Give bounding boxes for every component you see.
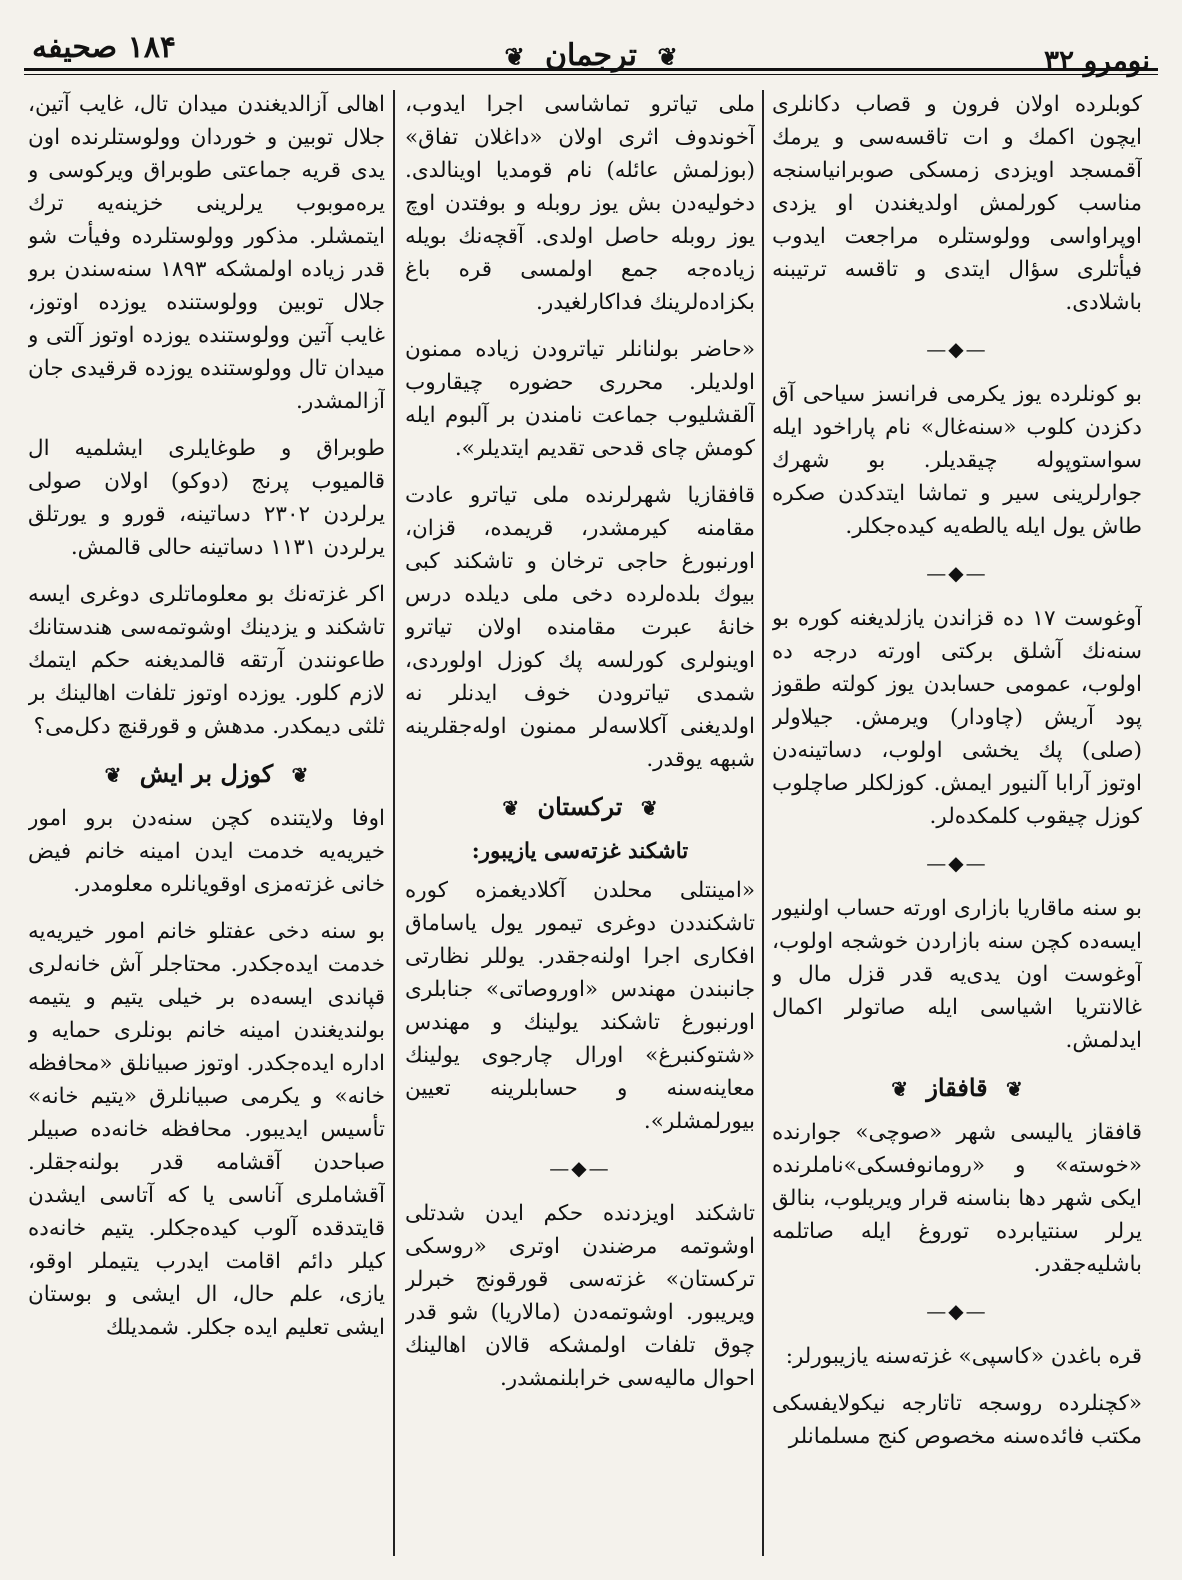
ornament-icon: ❦ [657, 42, 678, 71]
column-divider [762, 90, 764, 1556]
ornament-icon: ❦ [291, 763, 309, 787]
article-paragraph: اوفا ولایتنده کچن سنه‌دن برو امور خیریه‌یه خدمت ایدن امینه خانم فیض خانی غزته‌مزی اوقویانلره معلومدر. [28, 806, 385, 897]
subheading: تاشکند غزته‌سی یازیبور: [471, 839, 689, 864]
section-heading-turkestan [405, 790, 755, 825]
ornament-icon: ❦ [640, 796, 658, 820]
heading-text: کوزل بر ایش [139, 759, 274, 788]
heading-text: قافقاز [926, 1073, 988, 1102]
article-paragraph: اکر غزته‌نك بو معلوماتلری دوغری ایسه تاشکند و یزدینك اوشوتمه‌سی هندستانك طاعونندن آرتقه قالمدیغنه حکم ایتمك لازم کلور. یوزده اوتوز تلفات اهالینك بر ثلثی دیمکدر. مدهش و قورقنچ دکل‌می؟ [28, 582, 385, 739]
article-paragraph: «امینتلی محلدن آکلادیغمزه کوره تاشکنددن دوغری تیمور یول یاساماق افکاری اجرا اولنه‌جقدر. یوللر نظارتی جانبندن مهندس «اوروصاتی» جنابلری اورنبورغ تاشکند یولینك و مهندس «شتوکنبرغ» اورال چارجوی یولینك معاینه‌سنه و حسابلرینه تعیین بیورلمشلر». [405, 878, 755, 1134]
section-separator: —◆— [926, 1299, 988, 1323]
section-separator: —◆— [926, 851, 988, 875]
ornament-icon: ❦ [1006, 1077, 1023, 1101]
article-paragraph: کوبلرده اولان فرون و قصاب دکانلری ایچون اکمك و ات تاقسه‌سی و یرمك آقمسجد اویزدی زمسکی صوبرانیاسنجه مناسب کورلمش اولدیغندن او یزدی اوپراواسی وولوستلره مراجعت ایدوب فیأتلری سؤال ایتدی و تاقسه ترتیبنه باشلادی. [772, 92, 1142, 315]
issue-number: نومرو ۳۲ [1043, 44, 1150, 77]
ornament-icon: ❦ [104, 763, 122, 787]
column-divider [393, 90, 395, 1556]
ornament-icon: ❦ [891, 1077, 908, 1101]
article-paragraph: قافقاز یالیسی شهر «صوچی» جوارنده «خوسته» و «رومانوفسکی»ناملرنده ایکی شهر دها بناسنه قرار ویریلوب، بنالق یرلر سنتیابرده توروغ ایله صاتلمه باشلیه‌جقدر. [772, 1120, 1142, 1277]
header-rule [24, 68, 1158, 71]
column-middle [405, 88, 755, 1556]
column-left [28, 88, 385, 1556]
article-paragraph: بو سنه دخی عفتلو خانم امور خیریه‌یه خدمت ایده‌جکدر. محتاجلر آش خانه‌لری قپاندی ایسه‌ده بر خیلی یتیم و یتیمه بولندیغندن امینه خانم بونلری حمایه و اداره ایده‌جکدر. اوتوز صبیانلق «محافظه خانه» و یکرمی صبیانلرق «یتیم خانه» تأسیس ایدیبور. محافظه خانه‌ده صبیلر صباحدن آقشامه قدر بولنه‌جقلر. آقشاملری آناسی یا که آتاسی ایشدن قایتدقده آلوب کیده‌جکلر. یتیم خانه‌ده کیلر دائم اقامت ایدرب یتیملر اوقو، یازی، علم حال، ال ایشی و بوستان ایشی تعلیم ایده جکلر. شمدیلك [28, 919, 385, 1340]
section-separator: —◆— [926, 337, 988, 361]
page-number: ۱۸۴ صحیفه [32, 30, 176, 65]
section-heading-charity [28, 757, 385, 792]
article-paragraph: قره باغدن «کاسپی» غزته‌سنه یازیبورلر: [785, 1344, 1142, 1369]
article-paragraph: بو سنه ماقاریا بازاری اورته حساب اولنیور ایسه‌ده کچن سنه بازاردن خوشجه اولوب، آوغوست اون یدی‌یه قدر قزل مال و غالانتریا اشیاسی ایله صاتولر اکمال ایدلمش. [772, 896, 1142, 1053]
article-paragraph: تاشکند اویزدنده حکم ایدن شدتلی اوشوتمه مرضندن اوتری «روسکی ترکستان» غزته‌سی قورقونج خبرلر ویریبور. اوشوتمه‌دن (مالاریا) شو قدر چوق تلفات اولمشکه قالان اهالینك احوال مالیه‌سی خرابلنمشدر. [405, 1201, 755, 1391]
page-header [24, 14, 1158, 77]
article-paragraph: اهالی آزالدیغندن میدان تال، غایب آتین، جلال توبین و خوردان وولوستلرنده اون یدی قریه جماعتی طوبراق ویرکوسی و یره‌موبوب یرلرینی خزینه‌یه ترك ایتمشلر. مذکور وولوستلرده وفیأت شو قدر زیاده اولمشکه ۱۸۹۳ سنه‌سندن برو جلال توبین وولوستنده یوزده اوتوز، غایب آتین وولوستنده یوزده اوتوز آلتی و میدان تال وولوستنده یوزده قرقیدی جان آزالمشدر. [28, 92, 385, 414]
article-paragraph: ملی تیاترو تماشاسی اجرا ایدوب، آخوندوف اثری اولان «داغلان تفاق» (بوزلمش عائله) نام قومدیا اوینالدی. دخولیه‌دن بش یوز روبله و بوفتدن اوچ یوز روبله حاصل اولدی. آقچه‌نك بویله زیاده‌جه جمع اولمسی قره باغ بکزاده‌لرینك فداکارلغیدر. [405, 92, 755, 315]
article-paragraph: «کچنلرده روسجه تاتارجه نیکولایفسکی مکتب فائده‌سنه مخصوص کنج مسلمانلر [772, 1391, 1142, 1449]
heading-text: ترکستان [537, 792, 623, 821]
ornament-icon: ❦ [504, 42, 525, 71]
article-paragraph: قافقازیا شهرلرنده ملی تیاترو عادت مقامنه کیرمشدر، قریمده، قزان، اورنبورغ حاجی ترخان و تاشکند کبی بیوك بلده‌لرده دخی ملی دیلده درس خانهٔ عبرت مقامنده اولان تیاترو اوینولری کورلسه پك کوزل اولوردی، شمدی تیاترودن خوف ایدنلر نه اولدیغنی آکلاسه‌لر ممنون اوله‌جقلرینه شبهه یوقدر. [405, 483, 755, 772]
column-right [772, 88, 1142, 1556]
article-paragraph: طوبراق و طوغایلری ایشلمیه ال قالمیوب پرنج (دوکو) اولان صولی یرلردن ۲۳۰۲ دساتینه، قورو و یورتلق یرلردن ۱۱۳۱ دساتینه حالی قالمش. [28, 436, 385, 560]
article-paragraph: «حاضر بولنانلر تیاترودن زیاده ممنون اولدیلر. محرری حضوره چیقاروب آلقشلیوب جماعت نامندن بر آلبوم ایله کومش چای قدحی تقدیم ایتدیلر». [405, 337, 755, 461]
header-rule-thin [24, 74, 1158, 75]
section-separator: —◆— [926, 561, 988, 585]
article-paragraph: بو کونلرده یوز یکرمی فرانسز سیاحی آق دکزدن کلوب «سنه‌غال» نام پاراخود ایله سواستوپوله چیقدیلر. بو شهرك جوارلرینی سیر و تماشا ایتدکدن صکره طاش یول ایله یالطه‌یه کیده‌جکلر. [772, 382, 1142, 539]
article-paragraph: آوغوست ۱۷ ده قزاندن یازلدیغنه کوره بو سنه‌نك آشلق برکتی اورته درجه ده اولوب، عمومی حسابدن یوز کولته طقوز پود آریش (چاودار) ویرمش. جیلاولر (صلی) پك یخشی اولوب، دساتینه‌دن اوتوز آرابا آلنیور ایمش. کوزلکلر صاچلوب کوزل چیقوب کلمکده‌لر. [772, 606, 1142, 829]
masthead-title: ترجمان [545, 38, 637, 73]
ornament-icon: ❦ [502, 796, 520, 820]
section-heading-caucasus [772, 1071, 1142, 1106]
section-separator: —◆— [549, 1156, 611, 1180]
